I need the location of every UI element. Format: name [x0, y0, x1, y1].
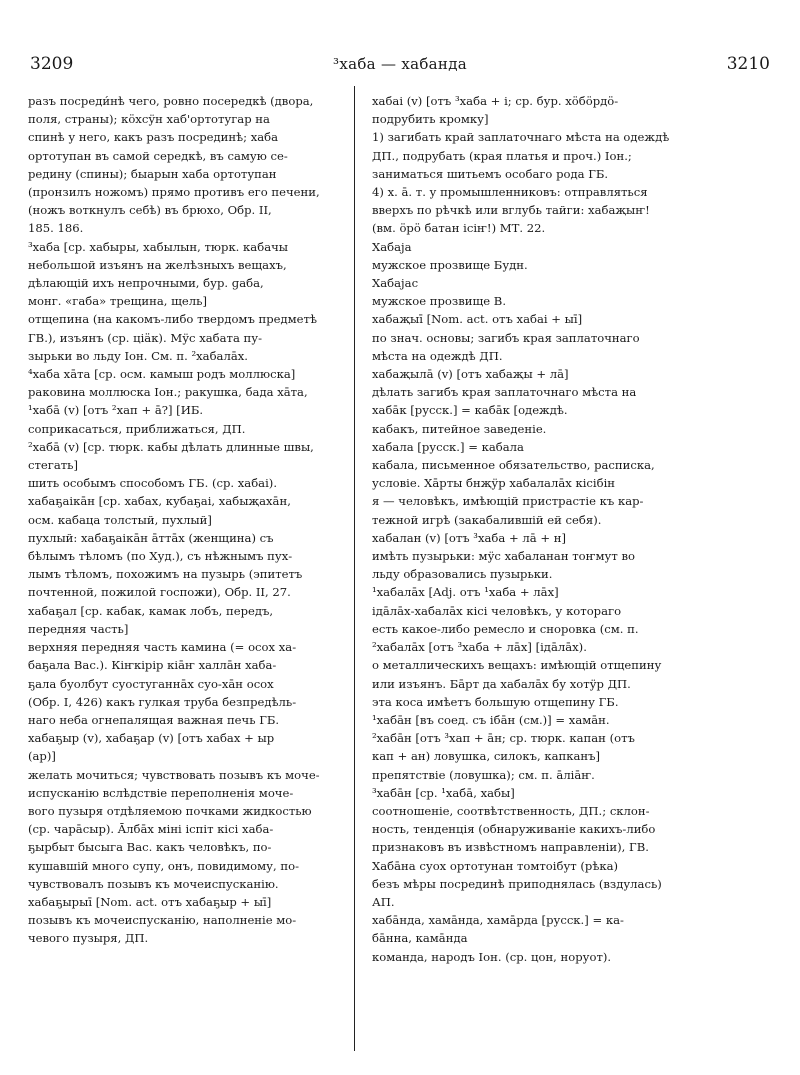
text-line: Хабаја	[372, 239, 412, 254]
text-line: спинѣ у него, какъ разъ посрединѣ; хаба	[28, 130, 279, 145]
text-line: хабаҕырыī [Nom. act. отъ хабаҕыр + ыī]	[28, 894, 272, 909]
text-line: лымъ тѣломъ, похожимъ на пузырь (эпитетъ	[28, 567, 303, 582]
text-line: ³хабāн [ср. ¹хабā, хабы]	[372, 785, 515, 800]
text-line: хабаі (v) [отъ ³хаба + і; ср. бур. хӧбӧрдӧ-	[372, 94, 619, 108]
text-line: редину (спины); быарын хаба ортотупан	[28, 166, 277, 181]
text-line: условіе. Хāрты бнҗӱр хабалалāх кісібін	[372, 476, 616, 491]
text-line: ҕырбыт бысыга Вас. какъ человѣкъ, по-	[28, 840, 272, 855]
text-line: о металлическихъ вещахъ: имѣющій отщепину	[372, 658, 662, 673]
text-line: шить особымъ способомъ ГБ. (ср. хабаі).	[28, 476, 278, 491]
text-line: 185. 186.	[28, 221, 84, 236]
text-line: кап + ан) ловушка, силокъ, капканъ]	[372, 749, 601, 764]
text-line: ²хабāн [отъ ³хап + āн; ср. тюрк. капан (отъ	[372, 731, 635, 746]
text-line: хабаҕаікāн [ср. хабах, кубаҕаі, хабыҗахāн,	[28, 494, 291, 509]
text-line: (ножъ воткнулъ себѣ) въ брюхо, Обр. II,	[28, 203, 272, 218]
text-line: верхняя передняя часть камина (= осох ха-	[28, 640, 297, 655]
left-column	[28, 92, 358, 1052]
text-line: эта коса имѣетъ большую отщепину ГБ.	[372, 694, 619, 709]
text-line: небольшой изъянъ на желѣзныхъ вещахъ,	[28, 257, 287, 272]
text-line: дѣлающій ихъ непрочными, бур. ɡаба,	[28, 276, 264, 291]
text-line: хабаҗыī [Nom. act. отъ хабаі + ыī]	[372, 312, 583, 327]
text-line: АП.	[372, 894, 395, 909]
text-line: вверхъ по рѣчкѣ или вглубь тайги: хабаҗыҥ!	[372, 203, 650, 218]
text-line: ортотупан въ самой середкѣ, въ самую се-	[28, 148, 288, 163]
text-line: 4) х. ā. т. у промышленниковъ: отправляться	[372, 185, 648, 200]
text-line: чевого пузыря, ДП.	[28, 931, 149, 946]
text-line: почтенной, пожилой госпожи), Обр. II, 27.	[28, 585, 291, 600]
text-line: я — человѣкъ, имѣющій пристрастіе къ кар-	[372, 494, 644, 509]
text-line: дѣлать загибъ края заплаточнаго мѣста на	[372, 385, 637, 400]
page-number-left: 3209	[30, 54, 74, 74]
text-line: желать мочиться; чувствовать позывъ къ моче-	[28, 767, 320, 782]
text-line: ²хабā (v) [ср. тюрк. кабы дѣлать длинные швы,	[28, 439, 314, 454]
text-line: мужское прозвище Будн.	[372, 257, 528, 272]
text-line: осм. кабаца толстый, пухлый]	[28, 512, 212, 527]
text-line: хабалан (v) [отъ ³хаба + лā + н]	[372, 530, 566, 545]
text-line: хабаҕал [ср. кабак, камак лобъ, передъ,	[28, 603, 274, 618]
page-header	[30, 54, 770, 76]
text-line: наго неба огнепалящая важная печь ГБ.	[28, 712, 280, 727]
text-line: чувствовалъ позывъ къ мочеиспусканію.	[28, 876, 279, 891]
text-line: баҕала Вас.). Кіҥкірір кіāҥ халлāн хаба-	[28, 658, 277, 673]
text-line: кабакъ, питейное заведеніе.	[372, 421, 547, 436]
text-line: Хабāна суох ортотунан томтоібут (рѣка)	[372, 858, 619, 873]
text-line: ҕала буолбут суостуганнāх суо-хāн осох	[28, 676, 274, 691]
text-line: Хабајас	[372, 276, 419, 291]
text-line: передняя часть]	[28, 621, 129, 636]
text-line: мужское прозвище В.	[372, 294, 507, 309]
running-title: ³хаба — хабанда	[333, 55, 467, 73]
text-line: раковина моллюска Іон.; ракушка, бада хāта,	[28, 385, 308, 400]
text-line: (пронзилъ ножомъ) прямо противъ его печени,	[28, 185, 320, 200]
text-line: хабаҕыр (v), хабаҕар (v) [отъ хабах + ыр	[28, 731, 275, 746]
text-line: имѣть пузырьки: мӱс хабаланан тоҥмут во	[372, 549, 635, 564]
text-line: льду образовались пузырьки.	[372, 567, 553, 582]
text-line: ідāлāх-хабалāх кісі человѣкъ, у котораго	[372, 603, 622, 618]
text-line: соотношеніе, соотвѣтственность, ДП.; склон-	[372, 803, 650, 818]
text-line: бāнна, камāнда	[372, 931, 468, 946]
text-line: кабала, письменное обязательство, расписка,	[372, 458, 655, 473]
text-line: подрубить кромку]	[372, 112, 489, 127]
text-line: бѣлымъ тѣломъ (по Худ.), съ нѣжнымъ пух-	[28, 549, 293, 564]
text-line: тежной игрѣ (закабалившій ей себя).	[372, 512, 602, 527]
text-line: (Обр. I, 426) какъ гулкая труба безпредѣль-	[28, 694, 297, 709]
text-line: хабаҗылā (v) [отъ хабаҗы + лā]	[372, 367, 569, 382]
text-line: поля, страны); кӧхсӱн хаб'ортотугар на	[28, 112, 270, 127]
text-line: ³хаба [ср. хабыры, хабылын, тюрк. кабачы	[28, 239, 288, 254]
text-line: (вм. ӧрӧ батан ісіҥ!) МТ. 22.	[372, 221, 546, 236]
text-line: вого пузыря отдѣляемою почками жидкостью	[28, 803, 312, 818]
text-line: безъ мѣры посрединѣ приподнялась (вздулась)	[372, 876, 662, 891]
text-line: пухлый: хабаҕаікāн āттāх (женщина) съ	[28, 530, 274, 545]
text-line: зырьки во льду Іон. См. п. ²хабалāх.	[28, 348, 248, 363]
text-line: ¹хабалāх [Adj. отъ ¹хаба + лāх]	[372, 585, 559, 600]
text-line: разъ посреди́нѣ чего, ровно посередкѣ (двора,	[28, 94, 314, 108]
text-line: 1) загибать край заплаточнаго мѣста на одеждѣ	[372, 130, 670, 145]
text-line: ¹хабāн [въ соед. съ ібāн (см.)] = хамāн.	[372, 712, 610, 727]
text-line: хабāнда, хамāнда, хамāрда [русск.] = ка-	[372, 913, 624, 928]
page-number-right: 3210	[726, 54, 770, 74]
text-line: или изъянъ. Бāрт да хабалāх бу хотӱр ДП.	[372, 676, 631, 691]
text-line: стегать]	[28, 458, 79, 473]
text-line: признаковъ въ извѣстномъ направленіи), ГВ.	[372, 840, 649, 855]
text-line: отщепина (на какомъ-либо твердомъ предметѣ	[28, 312, 317, 327]
text-line: препятствіе (ловушка); см. п. āліāҥ.	[372, 767, 595, 782]
text-line: ¹хабā (v) [отъ ²хап + ā?] [ИБ.	[28, 403, 204, 418]
text-line: ГВ.), изъянъ (ср. ціӓк). Мӱс хабата пу-	[28, 330, 263, 345]
text-line: монг. «габа» трещина, щель]	[28, 294, 207, 309]
text-line: ДП., подрубать (края платья и проч.) Іон.;	[372, 148, 632, 163]
text-line: (ар)]	[28, 749, 56, 764]
text-line: заниматься шитьемъ особаго рода ГБ.	[372, 166, 609, 181]
text-line: ²хабалāх [отъ ³хаба + лāх] [ідāлāх).	[372, 640, 587, 655]
text-line: ⁴хаба хāта [ср. осм. камыш родъ моллюска]	[28, 367, 296, 382]
right-column	[372, 92, 712, 1052]
text-line: испусканію вслѣдствіе переполненія моче-	[28, 785, 294, 800]
text-line: кушавшій много супу, онъ, повидимому, по-	[28, 858, 299, 873]
text-line: хабала [русск.] = кабала	[372, 439, 524, 454]
text-line: есть какое-либо ремесло и сноровка (см. п.	[372, 621, 639, 636]
text-line: (ср. чарāсыр). Āлбāх міні іспіт кісі хаба-	[28, 822, 274, 837]
text-line: команда, народъ Іон. (ср. цон, норуот).	[372, 949, 612, 964]
text-line: позывъ къ мочеиспусканію, наполненіе мо-	[28, 913, 297, 928]
text-line: по знач. основы; загибъ края заплаточнаго	[372, 330, 640, 345]
text-line: хабāк [русск.] = кабāк [одеждѣ.	[372, 403, 568, 418]
text-line: ность, тенденція (обнаруживаніе какихъ-либо	[372, 822, 656, 837]
column-divider	[354, 86, 355, 1051]
text-line: соприкасаться, приближаться, ДП.	[28, 421, 246, 436]
text-line: мѣста на одеждѣ ДП.	[372, 348, 503, 363]
